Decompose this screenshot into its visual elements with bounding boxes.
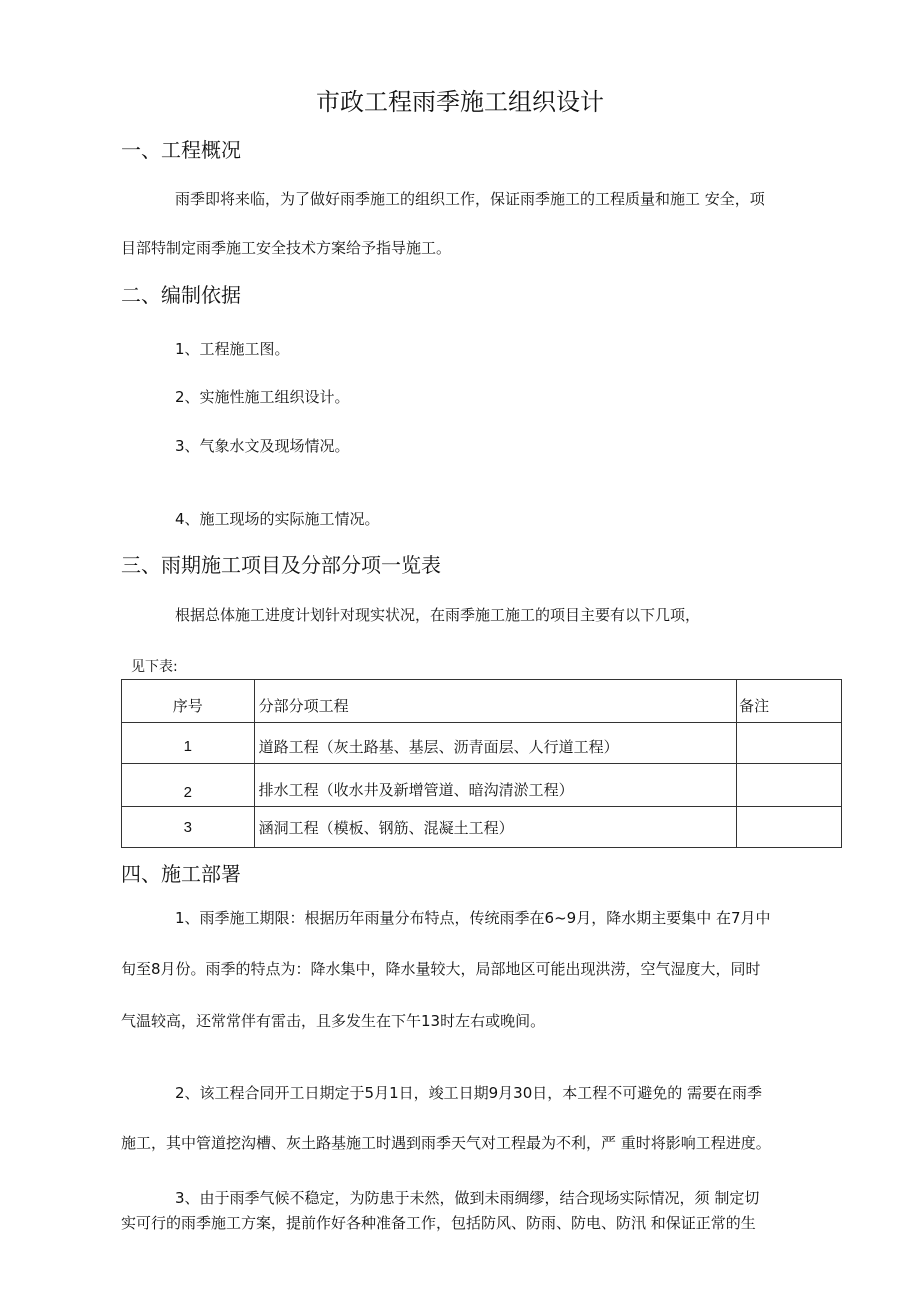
basis-item-4: 4、施工现场的实际施工情况。 — [175, 510, 380, 528]
table-row — [122, 723, 842, 764]
table-cell-no: 2 — [122, 764, 255, 807]
overview-paragraph-line-1: 雨季即将来临，为了做好雨季施工的组织工作，保证雨季施工的工程质量和施工 安全，项 — [175, 190, 765, 208]
section-heading-deployment: 四、施工部署 — [121, 862, 241, 886]
deployment-p2-line-2: 施工，其中管道挖沟槽、灰土路基施工时遇到雨季天气对工程最为不利，严 重时将影响工程进度。 — [121, 1134, 771, 1152]
section-heading-basis: 二、编制依据 — [121, 283, 241, 307]
table-header-note: 备注 — [737, 680, 842, 723]
table-header-no: 序号 — [122, 680, 255, 723]
table-cell-name: 涵洞工程（模板、钢筋、混凝土工程） — [254, 807, 737, 848]
deployment-p1-line-3: 气温较高，还常常伴有雷击，且多发生在下午13时左右或晚间。 — [121, 1012, 546, 1030]
basis-item-2: 2、实施性施工组织设计。 — [175, 388, 350, 406]
section-heading-overview: 一、工程概况 — [121, 138, 241, 162]
deployment-p1-line-2: 旬至8月份。雨季的特点为：降水集中，降水量较大，局部地区可能出现洪涝，空气湿度大，同时 — [121, 960, 761, 978]
table-cell-note — [737, 807, 842, 848]
table-cell-note — [737, 723, 842, 764]
deployment-p3-line-2: 实可行的雨季施工方案，提前作好各种准备工作，包括防风、防雨、防电、防汛 和保证正常的生 — [121, 1214, 756, 1232]
items-table — [121, 679, 842, 848]
items-list-intro: 根据总体施工进度计划针对现实状况，在雨季施工施工的项目主要有以下几项， — [175, 606, 701, 624]
basis-item-3: 3、气象水文及现场情况。 — [175, 437, 350, 455]
table-cell-note — [737, 764, 842, 807]
table-cell-name: 道路工程（灰土路基、基层、沥青面层、人行道工程） — [254, 723, 737, 764]
table-note: 见下表: — [131, 659, 178, 675]
deployment-p3-line-1: 3、由于雨季气候不稳定，为防患于未然，做到未雨绸缪，结合现场实际情况，须 制定切 — [175, 1189, 760, 1207]
table-cell-no: 3 — [122, 807, 255, 848]
table-row — [122, 807, 842, 848]
overview-paragraph-line-2: 目部特制定雨季施工安全技术方案给予指导施工。 — [121, 239, 452, 257]
table-row — [122, 764, 842, 807]
page-title: 市政工程雨季施工组织设计 — [316, 88, 604, 116]
section-heading-items-list: 三、雨期施工项目及分部分项一览表 — [121, 553, 441, 577]
table-cell-name: 排水工程（收水井及新增管道、暗沟清淤工程） — [254, 764, 737, 807]
deployment-p2-line-1: 2、该工程合同开工日期定于5月1日，竣工日期9月30日，本工程不可避免的 需要在雨季 — [175, 1084, 763, 1102]
basis-item-1: 1、工程施工图。 — [175, 340, 290, 358]
table-header-name: 分部分项工程 — [254, 680, 737, 723]
deployment-p1-line-1: 1、雨季施工期限：根据历年雨量分布特点，传统雨季在6~9月，降水期主要集中 在7月中 — [175, 909, 771, 927]
table-cell-no: 1 — [122, 723, 255, 764]
